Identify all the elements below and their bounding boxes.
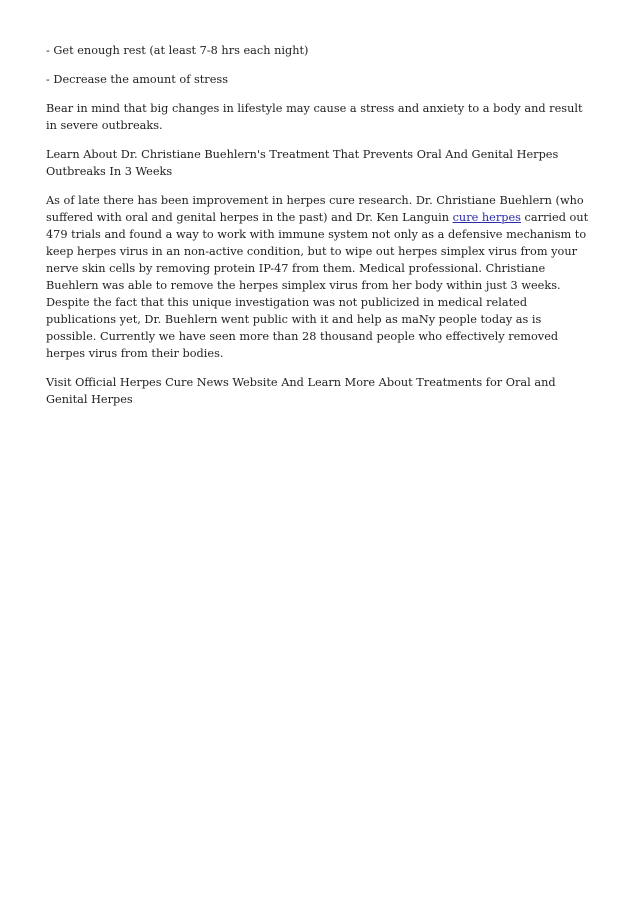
cure-herpes-link[interactable]: cure herpes — [452, 211, 521, 224]
tip-rest: - Get enough rest (at least 7-8 hrs each night) — [46, 44, 309, 57]
research-paragraph — [46, 192, 594, 362]
treatment-heading: Learn About Dr. Christiane Buehlern's Treatment That Prevents Oral And Genital Herpes Outbreaks In 3 Weeks — [46, 148, 559, 178]
tip-stress: - Decrease the amount of stress — [46, 73, 228, 86]
lifestyle-warning-paragraph: Bear in mind that big changes in lifestyle may cause a stress and anxiety to a body and result in severe outbreaks. — [46, 102, 583, 132]
research-text-before-link: As of late there has been improvement in herpes cure research. Dr. Christiane Buehlern (who suffered with oral and genital herpes in the past) and Dr. Ken Languin — [46, 194, 584, 224]
research-text-after-link: carried out 479 trials and found a way to work with immune system not only as a defensive mechanism to keep herpes virus in an non-active condition, but to wipe out herpes simplex virus from your nerve skin cells by removing protein IP-47 from them. Medical professional. Christiane Buehlern was able to remove the herpes simplex virus from her body within just 3 weeks. Despite the fact that this unique investigation was not publicized in medical related publications yet, Dr. Buehlern went public with it and help as maNy people today as is possible. Currently we have seen more than 28 thousand people who effectively removed herpes virus from their bodies. — [46, 211, 589, 360]
visit-website-paragraph: Visit Official Herpes Cure News Website And Learn More About Treatments for Oral and Genital Herpes — [46, 376, 556, 406]
document-body — [46, 42, 594, 420]
